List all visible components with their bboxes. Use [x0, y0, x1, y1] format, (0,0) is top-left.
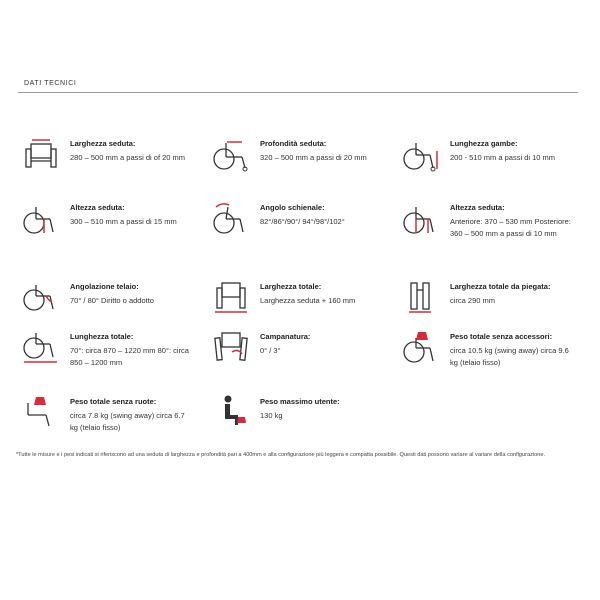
- spec-label: Altezza seduta:: [450, 203, 505, 212]
- spec-value: Larghezza seduta + 160 mm: [260, 296, 356, 305]
- front-rear-seat-height-icon: [402, 201, 440, 237]
- spec-label: Lunghezza totale:: [70, 332, 134, 341]
- spec-label: Larghezza totale:: [260, 282, 322, 291]
- spec-label: Profondità seduta:: [260, 139, 327, 148]
- spec-value: circa 290 mm: [450, 296, 496, 305]
- spec-label: Campanatura:: [260, 332, 311, 341]
- spec-value: 200 - 510 mm a passi di 10 mm: [450, 153, 556, 162]
- spec-label: Altezza seduta:: [70, 203, 125, 212]
- camber-icon: [212, 330, 250, 366]
- footnote: *Tutte le misure e i pesi indicati si riferiscono ad una seduta di larghezza e profondità pari a 400mm e alla configurazione più leggera e compatta possibile. Questi dati possono variare al variare della configurazione.: [16, 452, 546, 458]
- spec-value: circa 10.5 kg (swing away) circa 9.6 kg (telaio fisso): [450, 346, 569, 367]
- frame-angle-icon: [22, 280, 60, 316]
- spec-label: Angolazione telaio:: [70, 282, 139, 291]
- spec-label: Peso totale senza accessori:: [450, 332, 553, 341]
- spec-weight-without-wheels: [22, 395, 190, 455]
- spec-weight-without-accessories: [402, 330, 570, 390]
- max-user-weight-icon: [212, 395, 250, 431]
- spec-total-length: [22, 330, 190, 390]
- spec-label: Angolo schienale:: [260, 203, 325, 212]
- spec-label: Peso massimo utente:: [260, 397, 340, 406]
- spec-backrest-angle: [212, 201, 380, 261]
- spec-value: circa 7.8 kg (swing away) circa 6.7 kg (telaio fisso): [70, 411, 185, 432]
- folded-width-icon: [402, 280, 440, 316]
- spec-label: Larghezza seduta:: [70, 139, 136, 148]
- spec-value: 82°/86°/90°/ 94°/98°/102°: [260, 217, 345, 226]
- section-title: DATI TECNICI: [24, 80, 77, 87]
- spec-seat-depth: [212, 137, 380, 197]
- spec-value: 320 – 500 mm a passi di 20 mm: [260, 153, 367, 162]
- spec-value: 0° / 3°: [260, 346, 281, 355]
- backrest-angle-icon: [212, 201, 250, 237]
- spec-value: 70° / 80° Diritto o addotto: [70, 296, 154, 305]
- seat-depth-icon: [212, 137, 250, 173]
- spec-leg-length: [402, 137, 570, 197]
- section-divider: [18, 92, 578, 93]
- spec-value: 130 kg: [260, 411, 283, 420]
- leg-length-icon: [402, 137, 440, 173]
- seat-height-icon: [22, 201, 60, 237]
- weight-without-wheels-icon: [22, 395, 60, 431]
- spec-label: Lunghezza gambe:: [450, 139, 518, 148]
- spec-max-user-weight: [212, 395, 380, 455]
- spec-camber: [212, 330, 380, 390]
- spec-value: 300 – 510 mm a passi di 15 mm: [70, 217, 177, 226]
- spec-front-rear-seat-height: [402, 201, 570, 261]
- spec-value: 70°: circa 870 – 1220 mm 80°: circa 850 – 1200 mm: [70, 346, 189, 367]
- spec-value: Anteriore: 370 – 530 mm Posteriore: 360 – 500 mm a passi di 10 mm: [450, 217, 571, 238]
- weight-without-accessories-icon: [402, 330, 440, 366]
- spec-label: Peso totale senza ruote:: [70, 397, 157, 406]
- spec-seat-height: [22, 201, 190, 261]
- spec-label: Larghezza totale da piegata:: [450, 282, 551, 291]
- spec-value: 280 – 500 mm a passi di of 20 mm: [70, 153, 186, 162]
- total-length-icon: [22, 330, 60, 366]
- spec-seat-width: [22, 137, 190, 197]
- seat-width-icon: [22, 137, 60, 173]
- total-width-icon: [212, 280, 250, 316]
